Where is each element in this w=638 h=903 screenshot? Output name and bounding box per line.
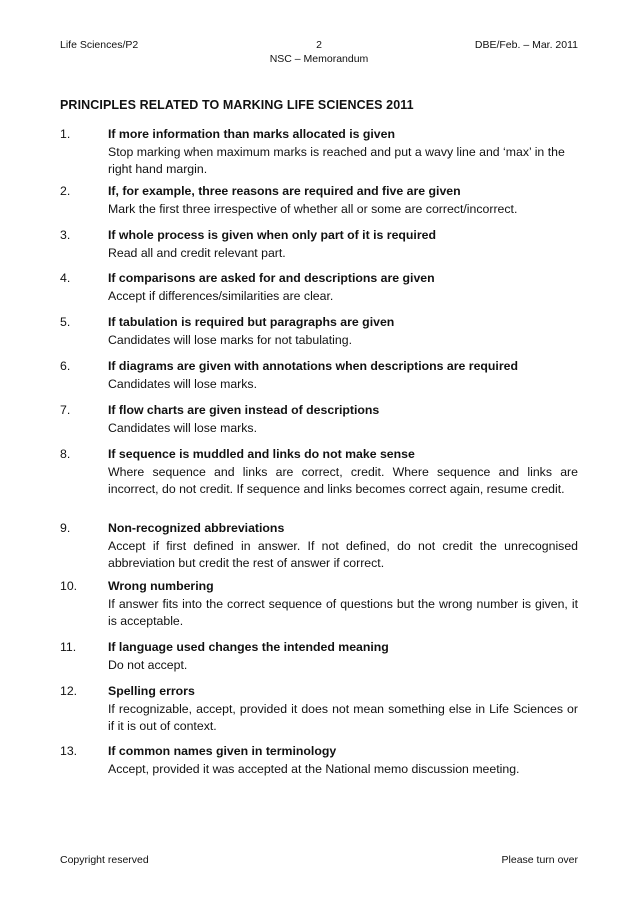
item-text: Mark the first three irrespective of whether all or some are correct/incorrect.: [108, 201, 518, 216]
item-title: If tabulation is required but paragraphs are given: [108, 315, 395, 329]
item-text: Accept, provided it was accepted at the National memo discussion meeting.: [108, 761, 520, 776]
item-text: If recognizable, accept, provided it does not mean something else in Life Sciences or if it is out of context.: [108, 701, 578, 733]
header-date: DBE/Feb. – Mar. 2011: [474, 39, 578, 51]
item-number: 2.: [60, 184, 71, 198]
item-title: If more information than marks allocated is given: [108, 127, 395, 141]
item-text: Candidates will lose marks.: [108, 420, 257, 435]
item-number: 8.: [60, 447, 71, 461]
item-body: [108, 227, 578, 262]
footer-turn-over: Please turn over: [501, 854, 578, 866]
item-number: 13.: [60, 744, 78, 758]
item-number: 11.: [60, 640, 77, 654]
item-number: 7.: [60, 403, 71, 417]
item-body: [108, 270, 578, 305]
item-title: If comparisons are asked for and descriptions are given: [108, 271, 435, 285]
item-body: [108, 183, 578, 218]
item-number: 12.: [60, 684, 78, 698]
item-title: If common names given in terminology: [108, 744, 337, 758]
item-body: [108, 743, 578, 778]
item-body: [108, 358, 578, 393]
item-body: [108, 520, 578, 573]
item-text: Read all and credit relevant part.: [108, 245, 286, 260]
item-title: If flow charts are given instead of descriptions: [108, 403, 380, 417]
item-title: If whole process is given when only part of it is required: [108, 228, 436, 242]
item-text: Stop marking when maximum marks is reached and put a wavy line and ‘max’ in the right hand margin.: [108, 144, 565, 176]
item-text: Where sequence and links are correct, credit. Where sequence and links are incorrect, do not credit. If sequence and links becomes correct again, resume credit.: [108, 464, 578, 496]
item-title: If language used changes the intended meaning: [108, 640, 389, 654]
header-subtitle: NSC – Memorandum: [269, 53, 369, 65]
item-number: 9.: [60, 521, 71, 535]
item-title: If diagrams are given with annotations when descriptions are required: [108, 359, 518, 373]
item-text: Do not accept.: [108, 657, 188, 672]
item-body: [108, 126, 578, 179]
page-header: [60, 38, 578, 78]
item-text: Accept if differences/similarities are clear.: [108, 288, 334, 303]
item-text: Candidates will lose marks.: [108, 376, 257, 391]
item-number: 1.: [60, 127, 71, 141]
item-number: 10.: [60, 579, 78, 593]
item-title: If, for example, three reasons are required and five are given: [108, 184, 461, 198]
item-text: Accept if first defined in answer. If not defined, do not credit the unrecognised abbreviation but credit the rest of answer if correct.: [108, 538, 578, 570]
item-body: [108, 446, 578, 499]
item-number: 5.: [60, 315, 71, 329]
item-title: Spelling errors: [108, 684, 195, 698]
item-title: Wrong numbering: [108, 579, 214, 593]
header-subject: Life Sciences/P2: [60, 39, 139, 51]
item-body: [108, 683, 578, 736]
item-text: Candidates will lose marks for not tabulating.: [108, 332, 353, 347]
item-body: [108, 314, 578, 349]
item-body: [108, 578, 578, 631]
item-number: 6.: [60, 359, 71, 373]
item-title: If sequence is muddled and links do not make sense: [108, 447, 415, 461]
item-number: 3.: [60, 228, 71, 242]
footer-copyright: Copyright reserved: [60, 854, 149, 866]
item-title: Non-recognized abbreviations: [108, 521, 285, 535]
item-text: If answer fits into the correct sequence of questions but the wrong number is given, it is acceptable.: [108, 596, 578, 628]
page-title: PRINCIPLES RELATED TO MARKING LIFE SCIENCES 2011: [60, 98, 414, 112]
item-body: [108, 639, 578, 674]
item-number: 4.: [60, 271, 71, 285]
item-body: [108, 402, 578, 437]
header-page-number: 2: [316, 39, 322, 51]
